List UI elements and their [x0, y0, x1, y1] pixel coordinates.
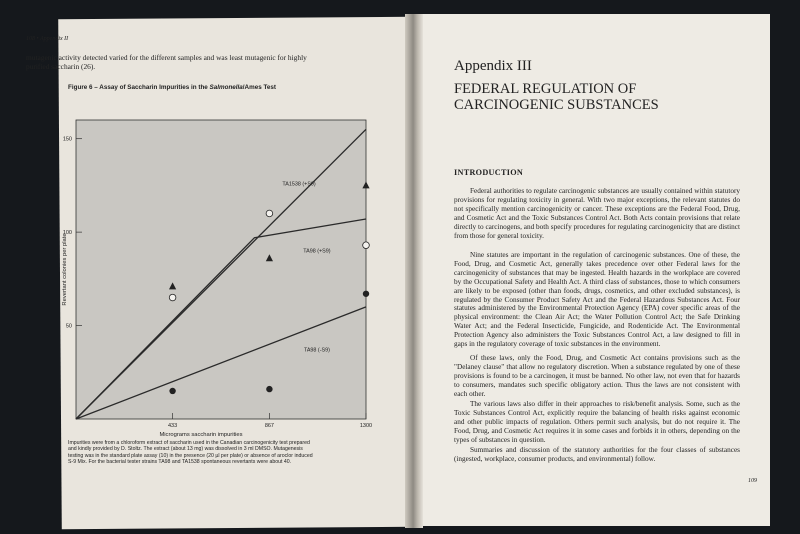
x-tick-label: 1300: [359, 423, 373, 429]
data-point-open-circle: [169, 294, 176, 301]
x-axis-label: Micrograms saccharin impurities: [159, 432, 243, 438]
paragraph-4: The various laws also differ in their approaches to risk/benefit analysis. Some, such as the Toxic Substances Control Act, explicitly require the balancing of health risks against economic and other public impacts of regulation. Others permit such analysis, but do not require it. The Food, Drug, and Cosmetic Act requires it in some cases and forbids it in others, depending on the types of substances in question.: [454, 400, 740, 444]
data-point-open-circle: [266, 210, 273, 217]
left-page-header: 108 • Appendix II: [26, 36, 69, 42]
paragraph-3: Of these laws, only the Food, Drug, and Cosmetic Act contains provisions such as the "Delaney clause" that allow no regulatory discretion. When a substance regulated by one of these provisions is found to be a carcinogen, it must be banned. No other law, not even that for hazards to consumers, mandates such specific obligatory action. Thus the laws are not consistent with each other.: [454, 354, 740, 398]
saccharin-chart: [60, 112, 380, 448]
x-tick-label: 867: [264, 423, 275, 429]
paragraph-2: Nine statutes are important in the regulation of carcinogenic substances. One of these, the Food, Drug, and Cosmetic Act, generally takes precedence over other Federal laws for the carcinogenicity of substances that may be ingested. Health hazards in the workplace are covered by the Occupational Safety and Health Act. A third class of substances, those to which consumers are likely to be exposed (other than foods, drugs, cosmetics, and other excluded substances), is regulated by the Consumer Product Safety Act and the Federal Hazardous Substances Act. Four statutes administered by the Environmental Protection Agency (EPA) cover specific areas of the physical environment: the Clean Air Act; the Water Pollution Control Act; the Safe Drinking Water Act; and the Federal Insecticide, Fungicide, and Rodenticide Act. The Environmental Protection Agency also administers the Toxic Substances Control Act, a law designed to fill in gaps in the regulatory coverage of toxic substances in the environment.: [454, 251, 740, 349]
series-label: TA98 (-S9): [303, 347, 330, 354]
figure-title: [42, 84, 302, 91]
x-tick-label: 433: [167, 423, 178, 429]
paragraph-5: Summaries and discussion of the statutory authorities for the four classes of substances (ingested, workplace, consumer products, and environmental) follow.: [454, 446, 740, 463]
y-tick-label: 50: [65, 323, 72, 330]
figure-caption: Impurities were from a chloroform extract of saccharin used in the Canadian carcinogenicity test prepared and kindly provided by D. Stoltz. The extract (about 13 mg) was dissolved in 3 ml DMSO. Mutagenesis testing was in the standard plate assay (10) in the presence (20 µl per plate) or absence of aroclor induced S-9 Mix. For the bacterial tester strains TA98 and TA1538 spontaneous revertants were about 40.: [68, 440, 313, 466]
y-axis-label: Revertant colonies per plate: [62, 233, 68, 306]
left-paragraph: mutagenic activity detected varied for the different samples and was least mutagenic for highly purified saccharin (26).: [26, 53, 307, 72]
data-point-filled-circle: [363, 291, 369, 297]
appendix-title: FEDERAL REGULATION OF CARCINOGENIC SUBSTANCES: [454, 81, 659, 113]
series-label: TA1538 (+S9): [282, 181, 316, 188]
figure-title-prefix: Figure 6 – Assay of Saccharin Impurities in the: [68, 84, 208, 91]
paragraph-1: Federal authorities to regulate carcinogenic substances are usually contained within statutory provisions for regulating toxicity in general. With two major exceptions, the relevant statutes do not specifically mention carcinogenicity or cancer. These exceptions are the Federal Food, Drug, and Cosmetic Act and the Toxic Substances Control Act. Both Acts contain provisions that relate directly to carcinogens, and both specify procedures for regulating carcinogenicity that are distinct from those for general toxicity.: [454, 187, 740, 240]
data-point-filled-circle: [266, 386, 272, 392]
page-number: 109: [748, 478, 757, 484]
y-tick-label: 150: [62, 136, 72, 143]
series-label: TA98 (+S9): [303, 248, 331, 255]
y-tick-label: 100: [62, 230, 72, 237]
book-gutter: [405, 14, 423, 528]
appendix-label: Appendix III: [454, 58, 532, 74]
data-point-filled-circle: [169, 388, 175, 394]
figure-title-suffix: /Ames Test: [242, 84, 276, 91]
data-point-open-circle: [363, 242, 370, 249]
figure-title-italic: Salmonella: [209, 84, 243, 91]
section-heading: INTRODUCTION: [454, 168, 524, 177]
